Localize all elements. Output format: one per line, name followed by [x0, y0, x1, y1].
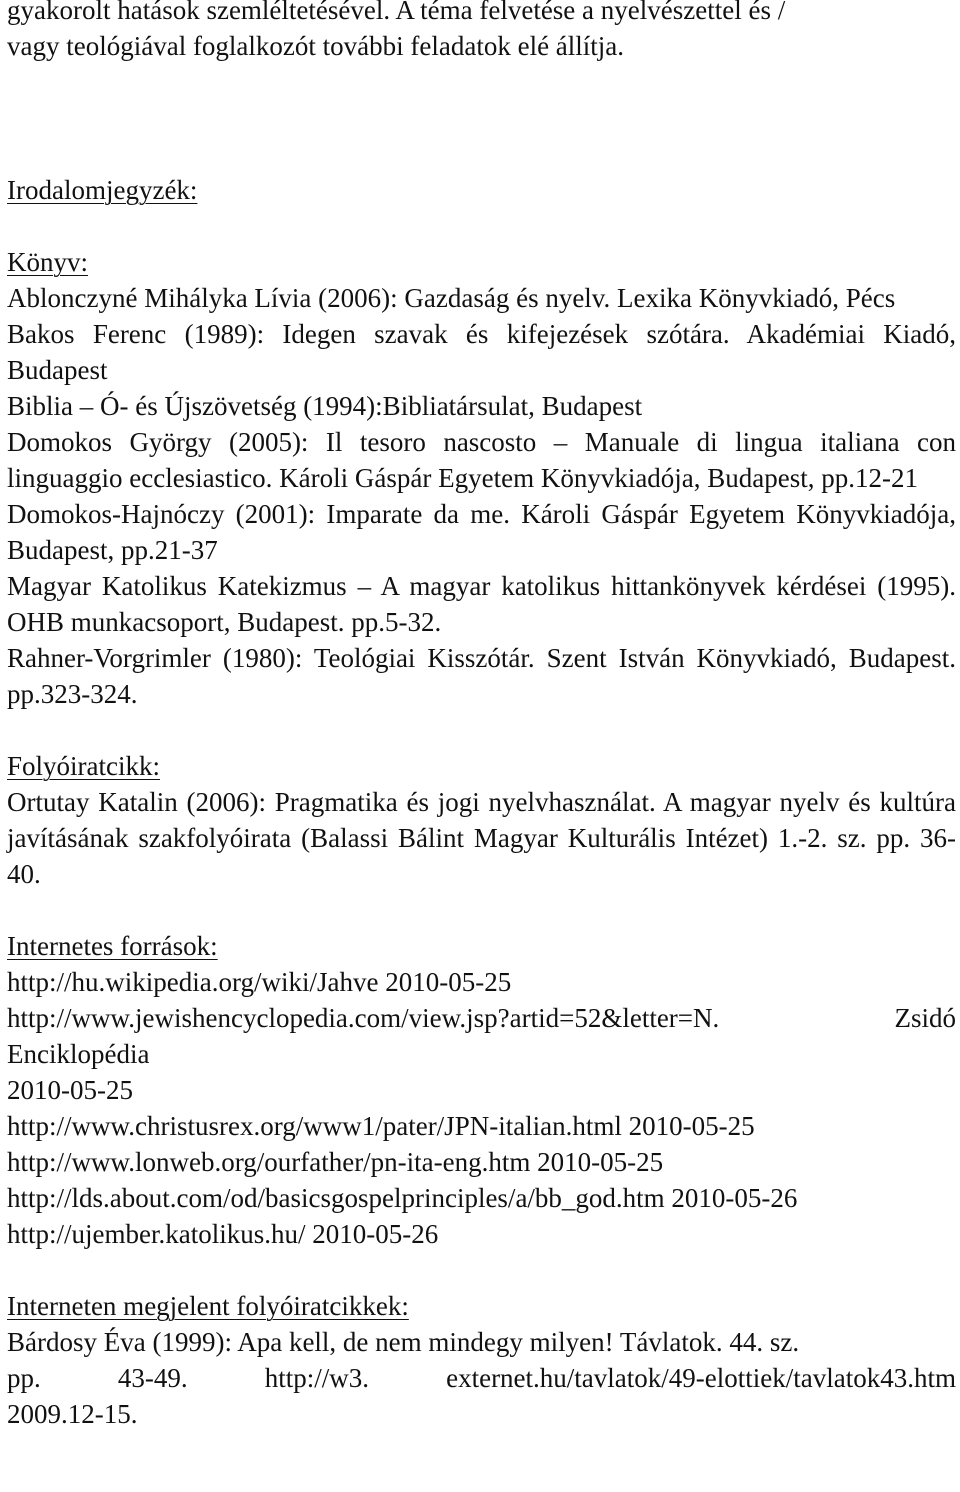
internet-entry-date: 2010-05-25: [7, 1075, 133, 1105]
book-entry: Ablonczyné Mihályka Lívia (2006): Gazdaság és nyelv. Lexika Könyvkiadó, Pécs: [7, 283, 896, 313]
intro-line-1: gyakorolt hatások szemléltetésével. A téma felvetése a nyelvészettel és /: [7, 0, 786, 25]
online-article-line: Bárdosy Éva (1999): Apa kell, de nem mindegy milyen! Távlatok. 44. sz.: [7, 1327, 800, 1357]
spacer: [7, 64, 956, 172]
spacer: [7, 892, 956, 928]
internet-entry: http://lds.about.com/od/basicsgospelprinciples/a/bb_god.htm 2010-05-26: [7, 1183, 798, 1213]
internet-entry: http://www.lonweb.org/ourfather/pn-ita-eng.htm 2010-05-25: [7, 1147, 664, 1177]
internet-entry: http://www.christusrex.org/www1/pater/JPN-italian.html 2010-05-25: [7, 1111, 755, 1141]
internet-entry-word: Zsidó: [894, 1003, 956, 1033]
articles-heading: Folyóiratcikk:: [7, 751, 160, 781]
books-heading: Könyv:: [7, 247, 88, 277]
online-article-part: 43-49.: [117, 1363, 188, 1393]
book-entry: Rahner-Vorgrimler (1980): Teológiai Kisszótár. Szent István Könyvkiadó, Budapest. pp.323-324.: [7, 643, 956, 709]
online-articles-heading: Interneten megjelent folyóiratcikkek:: [7, 1291, 409, 1321]
internet-entry-url: http://www.jewishencyclopedia.com/view.jsp?artid=52&letter=N.: [7, 1003, 720, 1033]
bibliography-title: Irodalomjegyzék:: [7, 175, 198, 205]
article-entry: Ortutay Katalin (2006): Pragmatika és jogi nyelvhasználat. A magyar nyelv és kultúra javításának szakfolyóirata (Balassi Bálint Magyar Kulturális Intézet) 1.-2. sz. pp. 36-40.: [7, 787, 956, 889]
book-entry: Domokos-Hajnóczy (2001): Imparate da me. Károli Gáspár Egyetem Könyvkiadója, Budapest, pp.21-37: [7, 499, 956, 565]
internet-heading: Internetes források:: [7, 931, 218, 961]
spacer: [7, 712, 956, 748]
online-article-part: http://w3.: [264, 1363, 369, 1393]
book-entry: Biblia – Ó- és Újszövetség (1994):Bibliatársulat, Budapest: [7, 391, 643, 421]
spacer: [7, 208, 956, 244]
intro-line-2: vagy teológiával foglalkozót további feladatok elé állítja.: [7, 31, 625, 61]
internet-entry-word: Enciklopédia: [7, 1039, 150, 1069]
online-article-line: [7, 1360, 956, 1396]
online-article-line: 2009.12-15.: [7, 1399, 138, 1429]
book-entry: Magyar Katolikus Katekizmus – A magyar katolikus hittankönyvek kérdései (1995). OHB munkacsoport, Budapest. pp.5-32.: [7, 571, 956, 637]
online-article-part: externet.hu/tavlatok/49-elottiek/tavlatok43.htm: [446, 1363, 956, 1393]
internet-entry: http://hu.wikipedia.org/wiki/Jahve 2010-05-25: [7, 967, 512, 997]
internet-entry: http://ujember.katolikus.hu/ 2010-05-26: [7, 1219, 439, 1249]
document-page: [7, 0, 956, 1432]
book-entry: Bakos Ferenc (1989): Idegen szavak és kifejezések szótára. Akadémiai Kiadó, Budapest: [7, 319, 956, 385]
spacer: [7, 1252, 956, 1288]
internet-entry: [7, 1000, 956, 1036]
book-entry: Domokos György (2005): Il tesoro nascosto – Manuale di lingua italiana con linguaggio ecclesiastico. Károli Gáspár Egyetem Könyvkiadója, Budapest, pp.12-21: [7, 427, 956, 493]
online-article-part: pp.: [7, 1363, 41, 1393]
